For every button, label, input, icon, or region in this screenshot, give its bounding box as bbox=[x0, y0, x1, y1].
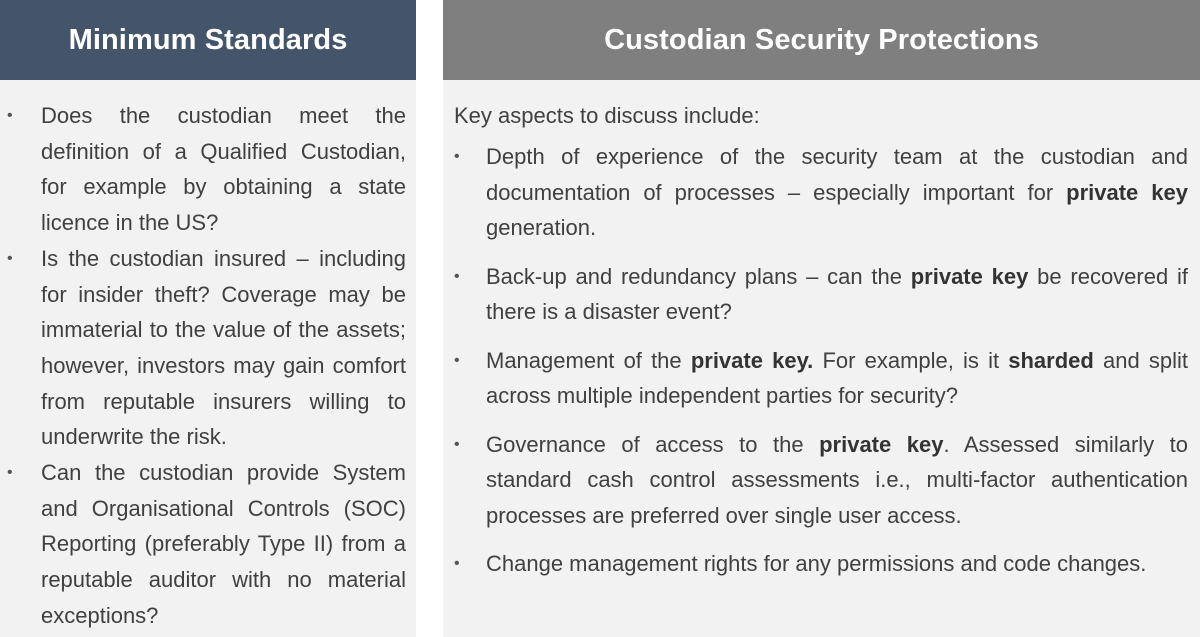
bullet-icon: • bbox=[454, 351, 460, 369]
list-item: • Is the custodian insured – including for insider theft? Coverage may be immaterial to the value of the assets; however, investors may gain comfort from reputable insurers willing to underwrite the risk. bbox=[41, 241, 406, 455]
emphasis: private key. bbox=[690, 347, 814, 373]
list-item: • Does the custodian meet the definition of a Qualified Custodian, for example by obtaining a state licence in the US? bbox=[41, 98, 406, 241]
minimum-standards-header bbox=[0, 0, 416, 80]
minimum-standards-list bbox=[7, 98, 406, 634]
emphasis: sharded bbox=[1008, 347, 1094, 373]
list-item: • Back-up and redundancy plans – can the private key be recovered if there is a disaster event? bbox=[486, 259, 1188, 330]
list-item: • Change management rights for any permissions and code changes. bbox=[486, 546, 1188, 582]
minimum-standards-panel bbox=[0, 0, 416, 637]
intro-text: Key aspects to discuss include: bbox=[454, 103, 760, 128]
bullet-icon: • bbox=[454, 555, 460, 572]
list-item: • Can the custodian provide System and Organisational Controls (SOC) Reporting (preferably Type II) from a reputable auditor with no material exceptions? bbox=[41, 455, 406, 634]
minimum-standards-body bbox=[0, 80, 416, 637]
list-item: • Management of the private key. For example, is it sharded and split across multiple independent parties for security? bbox=[486, 343, 1188, 414]
bullet-icon: • bbox=[454, 435, 460, 453]
emphasis: private key bbox=[1066, 179, 1188, 205]
bullet-icon: • bbox=[7, 107, 13, 124]
list-item: • Governance of access to the private key. Assessed similarly to standard cash control assessments i.e., multi-factor authentication processes are preferred over single user access. bbox=[486, 427, 1188, 534]
bullet-icon: • bbox=[454, 148, 460, 165]
custodian-security-list bbox=[454, 139, 1188, 582]
minimum-standards-title: Minimum Standards bbox=[68, 23, 348, 56]
custodian-security-panel bbox=[443, 0, 1200, 637]
custodian-security-header bbox=[443, 0, 1200, 80]
custodian-security-title: Custodian Security Protections bbox=[604, 23, 1039, 56]
list-item: • Depth of experience of the security team at the custodian and documentation of processes – especially important for private key generation. bbox=[486, 139, 1188, 246]
bullet-icon: • bbox=[454, 267, 460, 285]
bullet-icon: • bbox=[7, 249, 13, 267]
bullet-icon: • bbox=[7, 464, 13, 482]
custodian-security-body bbox=[443, 80, 1200, 637]
emphasis: private key bbox=[819, 431, 944, 457]
emphasis: private key bbox=[910, 263, 1029, 289]
